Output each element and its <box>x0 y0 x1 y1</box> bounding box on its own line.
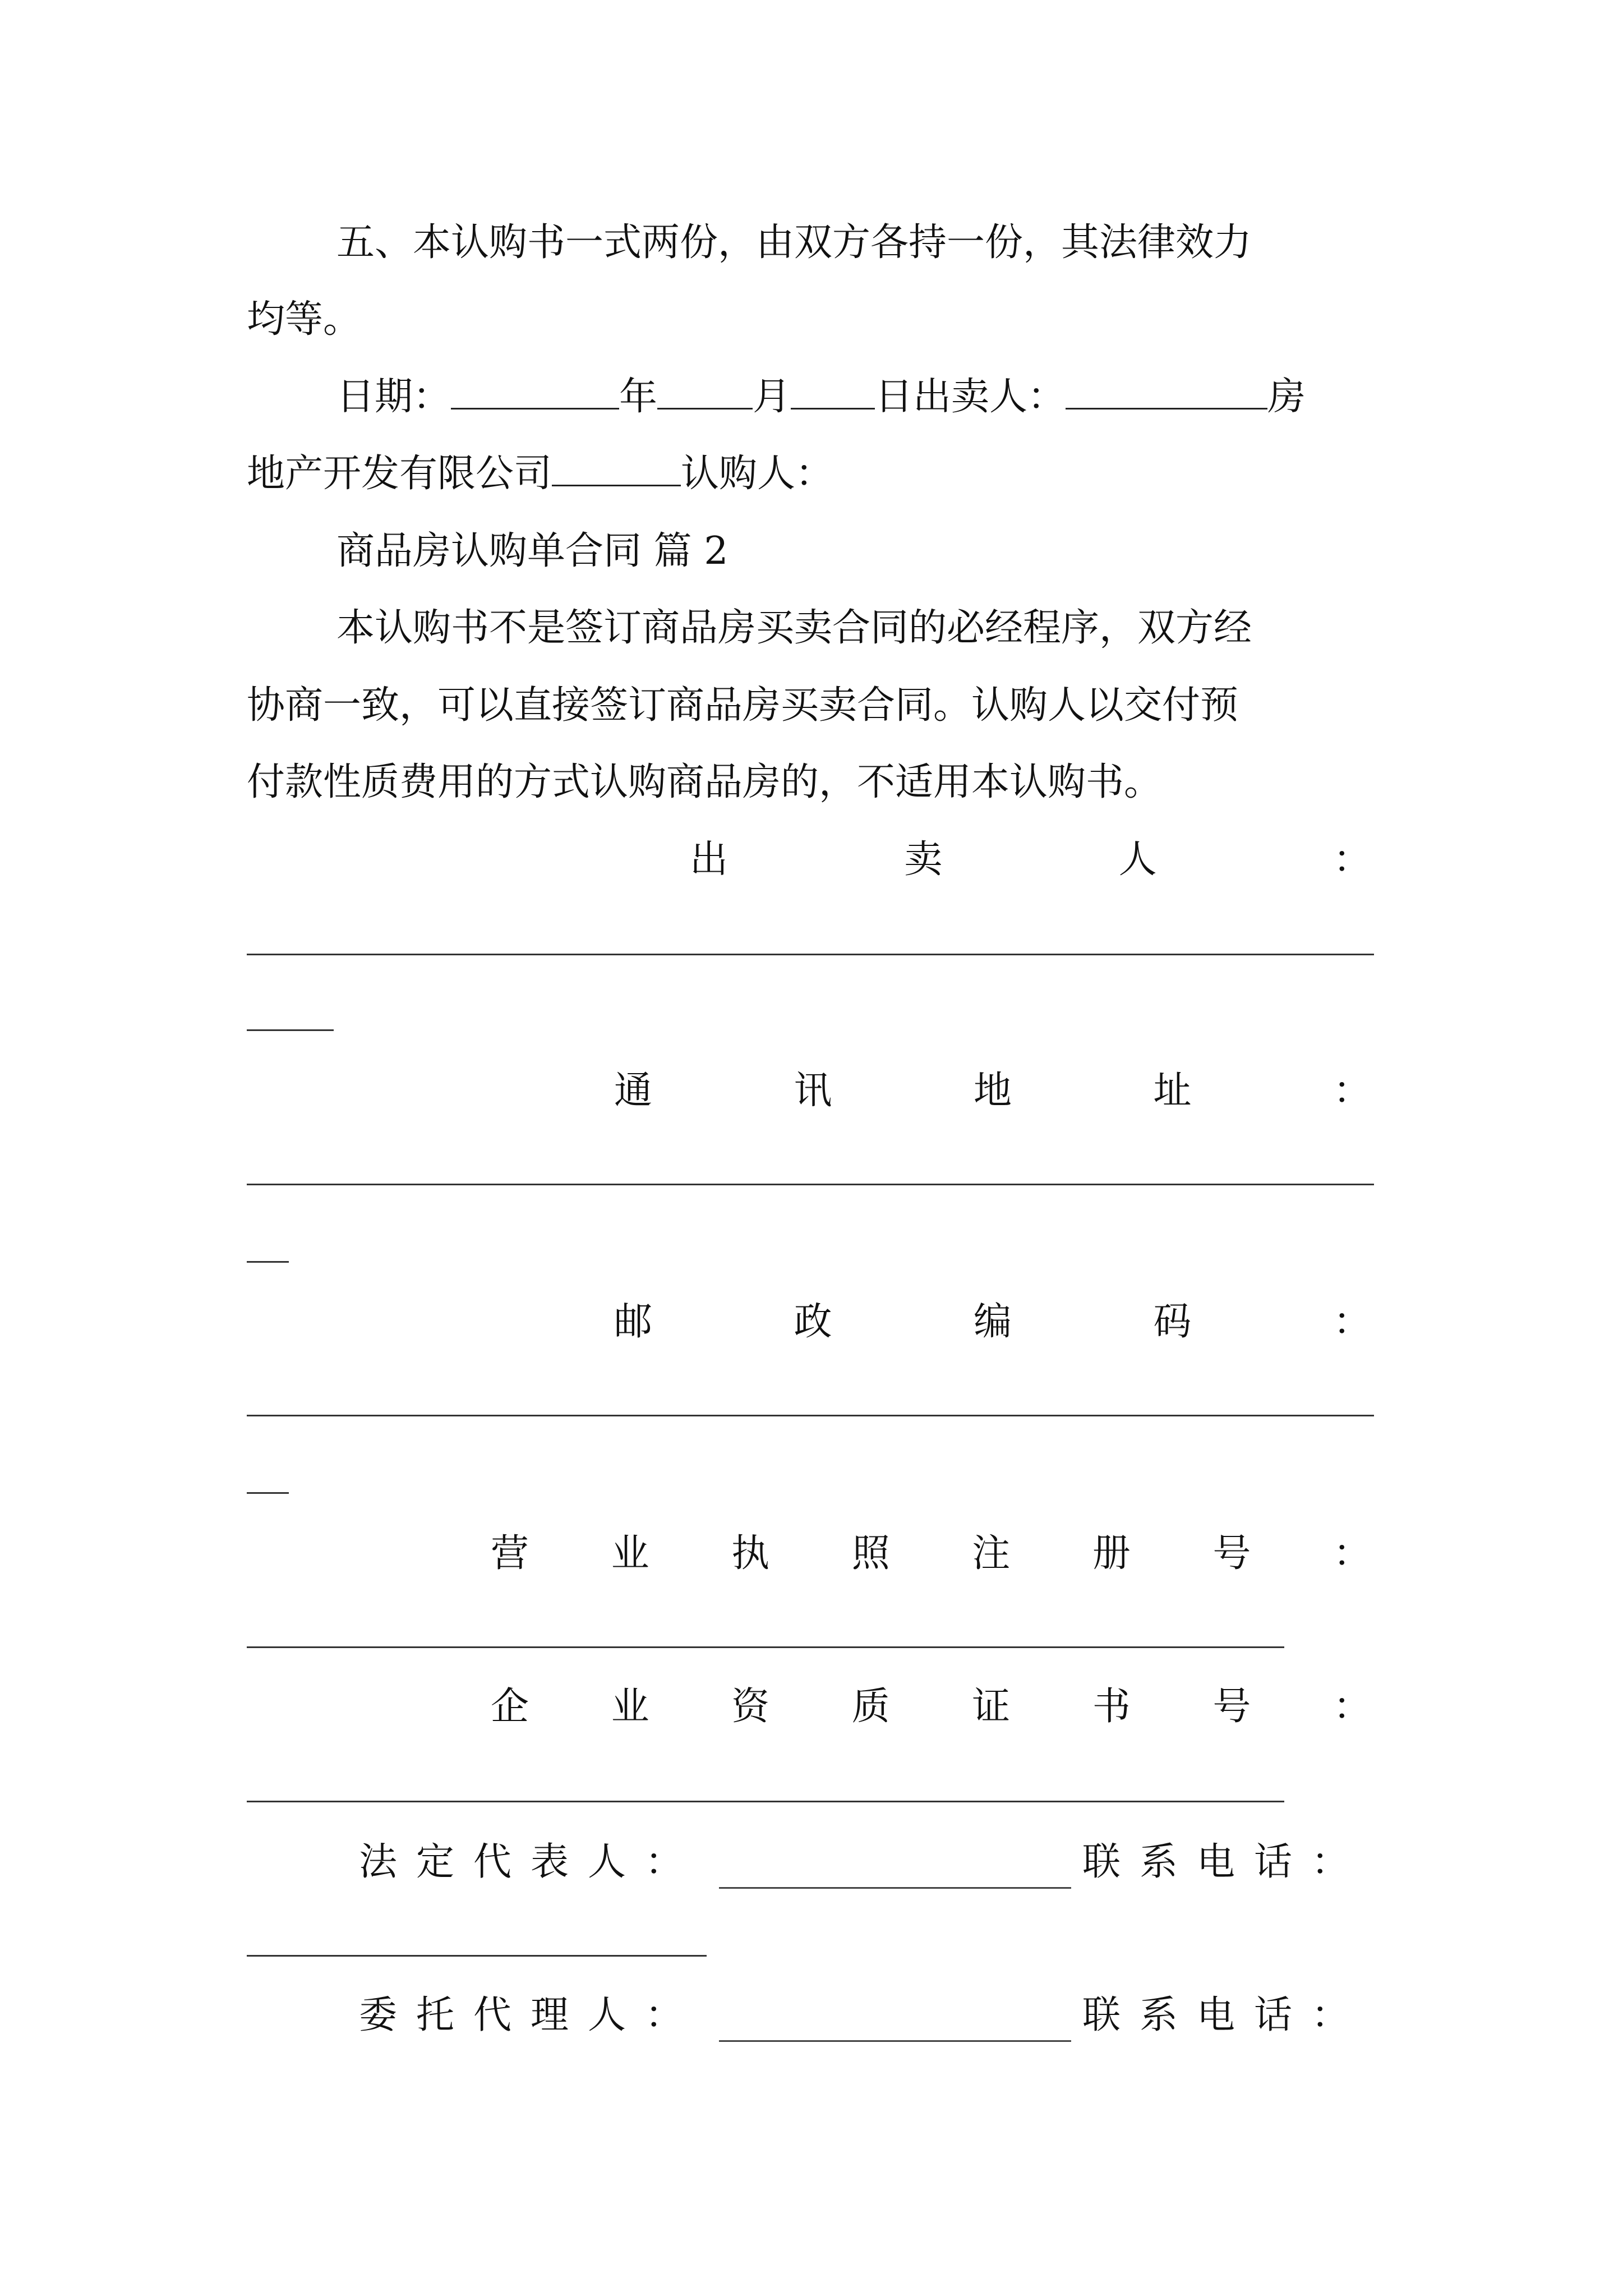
clause-5-text-1: 五、本认购书一式两份，由双方各持一份，其法律效力 <box>336 220 1252 265</box>
company-label: 地产开发有限公司 <box>247 452 552 496</box>
qualification-fill-line[interactable] <box>247 1801 1284 1802</box>
agent-blank[interactable] <box>719 1990 1071 2042</box>
agent-row <box>359 1979 1368 2052</box>
date-year-blank[interactable] <box>451 363 619 409</box>
address-fill-line-continued[interactable] <box>247 1261 289 1263</box>
license-field-label <box>491 1517 1371 1590</box>
address-char-1: 通 <box>614 1069 653 1113</box>
postcode-fill-line-continued[interactable] <box>247 1492 289 1494</box>
qualification-colon: ： <box>1332 1685 1371 1729</box>
address-char-2: 讯 <box>794 1069 832 1113</box>
agent-phone-label: 联系电话： <box>1082 1993 1368 2037</box>
legal-rep-label: 法定代表人： <box>359 1840 703 1884</box>
agent-label: 委托代理人： <box>359 1993 703 2037</box>
buyer-label: 认购人： <box>681 452 834 496</box>
qualification-char-5: 证 <box>972 1685 1011 1729</box>
legal-rep-blank[interactable] <box>719 1837 1071 1889</box>
address-fill-line[interactable] <box>247 1184 1374 1185</box>
seller-name-blank[interactable] <box>1066 363 1267 409</box>
license-char-6: 册 <box>1092 1531 1131 1576</box>
qualification-char-3: 资 <box>731 1685 770 1729</box>
seller-char-1: 出 <box>690 838 728 882</box>
paragraph-text-2: 协商一致，可以直接签订商品房买卖合同。认购人以交付预 <box>247 683 1239 728</box>
paragraph-line-2 <box>247 669 1391 742</box>
date-day-blank[interactable] <box>791 363 875 409</box>
qualification-char-1: 企 <box>491 1685 529 1729</box>
paragraph-line-3 <box>247 746 1391 819</box>
address-char-4: 址 <box>1153 1069 1192 1113</box>
qualification-field-label <box>491 1671 1371 1743</box>
clause-5-line-2 <box>247 283 1391 356</box>
license-char-5: 注 <box>972 1531 1011 1576</box>
clause-5-line-1 <box>336 206 1391 279</box>
company-line <box>247 438 1391 510</box>
seller-char-2: 卖 <box>904 838 943 882</box>
license-colon: ： <box>1332 1531 1371 1576</box>
postcode-char-2: 政 <box>794 1300 832 1344</box>
legal-rep-phone-label: 联系电话： <box>1082 1840 1368 1884</box>
qualification-char-6: 书 <box>1092 1685 1131 1729</box>
seller-fill-line-continued[interactable] <box>247 1029 334 1031</box>
license-char-3: 执 <box>731 1531 770 1576</box>
year-label: 年 <box>619 375 658 419</box>
qualification-char-2: 业 <box>611 1685 649 1729</box>
paragraph-text-3: 付款性质费用的方式认购商品房的，不适用本认购书。 <box>247 760 1163 804</box>
address-field-label <box>614 1055 1371 1128</box>
postcode-char-3: 编 <box>973 1300 1012 1344</box>
day-seller-label: 日出卖人： <box>875 375 1066 419</box>
company-blank[interactable] <box>552 440 681 486</box>
postcode-colon: ： <box>1332 1300 1371 1344</box>
license-char-1: 营 <box>491 1531 529 1576</box>
qualification-char-4: 质 <box>851 1685 890 1729</box>
legal-rep-row <box>359 1826 1368 1899</box>
date-month-blank[interactable] <box>657 363 753 409</box>
section-heading <box>336 515 1391 588</box>
date-label: 日期： <box>336 375 451 419</box>
paragraph-line-1 <box>336 592 1391 665</box>
seller-colon: ： <box>1332 838 1371 882</box>
license-char-7: 号 <box>1212 1531 1251 1576</box>
postcode-field-label <box>614 1286 1371 1359</box>
legal-rep-phone-blank[interactable] <box>247 1955 707 1957</box>
seller-fill-line[interactable] <box>247 954 1374 955</box>
paragraph-text-1: 本认购书不是签订商品房买卖合同的必经程序，双方经 <box>336 606 1252 650</box>
license-char-4: 照 <box>851 1531 890 1576</box>
address-char-3: 地 <box>973 1069 1012 1113</box>
qualification-char-7: 号 <box>1212 1685 1251 1729</box>
postcode-char-1: 邮 <box>614 1300 653 1344</box>
seller-field-label <box>690 823 1371 896</box>
address-colon: ： <box>1332 1069 1371 1113</box>
license-fill-line[interactable] <box>247 1646 1284 1648</box>
seller-char-3: 人 <box>1118 838 1157 882</box>
month-label: 月 <box>753 375 791 419</box>
clause-5-text-2: 均等。 <box>247 297 362 342</box>
postcode-fill-line[interactable] <box>247 1415 1374 1416</box>
date-line <box>336 361 1391 434</box>
section-heading-text: 商品房认购单合同 篇 2 <box>336 529 728 573</box>
license-char-2: 业 <box>611 1531 649 1576</box>
fang-label: 房 <box>1267 375 1306 419</box>
postcode-char-4: 码 <box>1153 1300 1192 1344</box>
